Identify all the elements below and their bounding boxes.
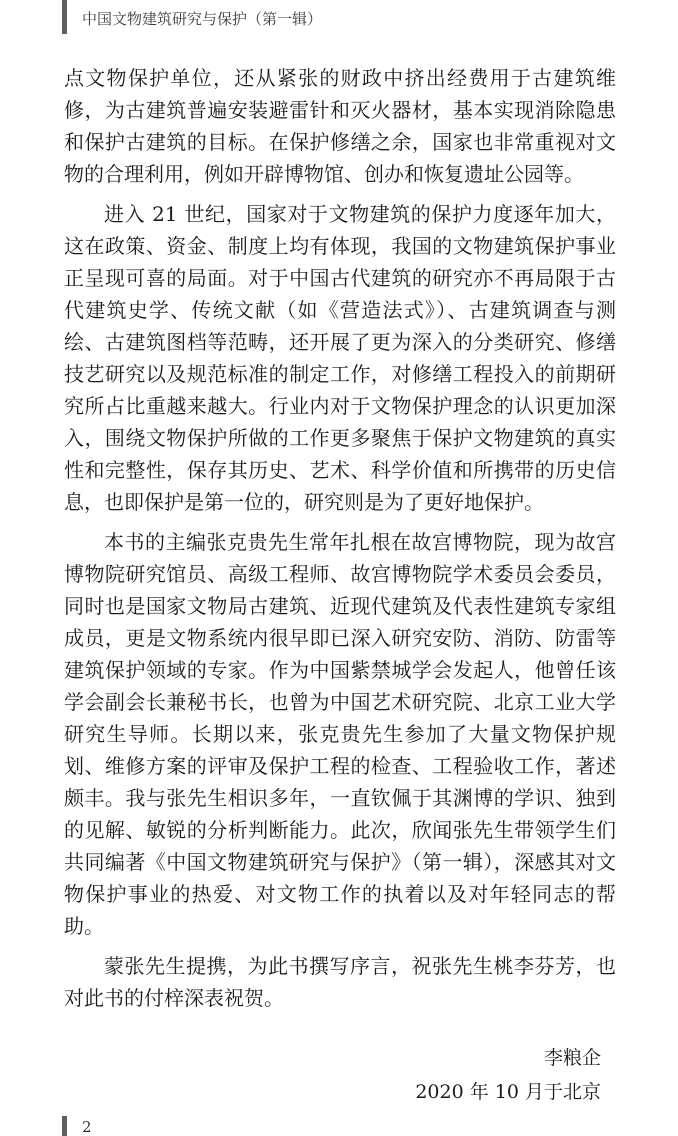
- paragraph: 点文物保护单位，还从紧张的财政中挤出经费用于古建筑维修，为古建筑普遍安装避雷针和灭火器材，基本实现消除隐患和保护古建筑的目标。在保护修缮之余，国家也非常重视对文物的合理利用，例如开辟博物馆、创办和恢复遗址公园等。: [64, 66, 616, 186]
- footer-bar: [62, 1116, 67, 1136]
- body-text: [64, 62, 616, 1022]
- signature-date: 2020 年 10 月于北京: [415, 1081, 601, 1103]
- signature-author: 李粮企: [543, 1047, 601, 1069]
- header-bar: [62, 0, 67, 34]
- page-number: 2: [82, 1118, 92, 1136]
- paragraph: 本书的主编张克贵先生常年扎根在故宫博物院，现为故宫博物院研究馆员、高级工程师、故宫博物院学术委员会委员，同时也是国家文物局古建筑、近现代建筑及代表性建筑专家组成员，更是文物系统内很早即已深入研究安防、消防、防雷等建筑保护领域的专家。作为中国紫禁城学会发起人，他曾任该学会副会长兼秘书长，也曾为中国艺术研究院、北京工业大学研究生导师。长期以来，张克贵先生参加了大量文物保护规划、维修方案的评审及保护工程的检查、工程验收工作，著述颇丰。我与张先生相识多年，一直钦佩于其渊博的学识、独到的见解、敏锐的分析判断能力。此次，欣闻张先生带领学生们共同编著《中国文物建筑研究与保护》（第一辑），深感其对文物保护事业的热爱、对文物工作的执着以及对年轻同志的帮助。: [64, 530, 616, 938]
- paragraph: 蒙张先生提携，为此书撰写序言，祝张先生桃李芬芳，也对此书的付梓深表祝贺。: [64, 954, 616, 1010]
- header-title: 中国文物建筑研究与保护（第一辑）: [82, 10, 323, 28]
- paragraph: 进入 21 世纪，国家对于文物建筑的保护力度逐年加大，这在政策、资金、制度上均有体现，我国的文物建筑保护事业正呈现可喜的局面。对于中国古代建筑的研究亦不再局限于古代建筑史学、传统文献（如《营造法式》）、古建筑调查与测绘、古建筑图档等范畴，还开展了更为深入的分类研究、修缮技艺研究以及规范标准的制定工作，对修缮工程投入的前期研究所占比重越来越大。行业内对于文物保护理念的认识更加深入，围绕文物保护所做的工作更多聚焦于保护文物建筑的真实性和完整性，保存其历史、艺术、科学价值和所携带的历史信息，也即保护是第一位的，研究则是为了更好地保护。: [64, 202, 616, 514]
